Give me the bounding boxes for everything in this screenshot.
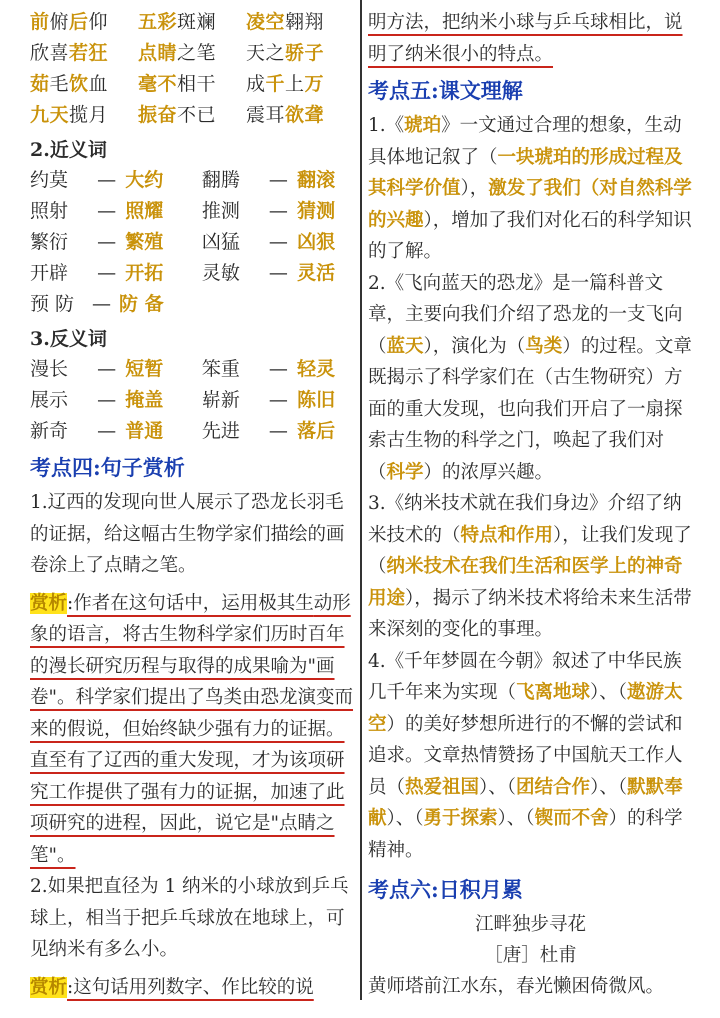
text: ），让我们发现了（ [368, 524, 692, 577]
kp5-item-3 [368, 488, 693, 646]
word: 先进 [201, 420, 240, 442]
answer-word: 短暂 [125, 358, 164, 380]
dash: — [268, 262, 288, 284]
idiom-char: 茹 [30, 73, 50, 95]
text: ）、（ [479, 776, 517, 798]
word: 凶猛 [201, 231, 240, 253]
answer-word: 落后 [297, 420, 336, 442]
dash: — [97, 200, 117, 222]
sentence-2: 2.如果把直径为 1 纳米的小球放到乒乓球上，相当于把乒乓球放在地球上，可见纳米有多么小。 [30, 876, 349, 960]
answer-word: 照耀 [125, 200, 164, 222]
kp5-item-2 [368, 268, 693, 489]
synonym-list [30, 165, 355, 320]
idiom-char: 空 [265, 11, 286, 33]
answer-text: 默默奉献 [368, 776, 683, 829]
sentence-1: 1.辽西的发现向世人展示了恐龙长羽毛的证据，给这幅古生物学家们描绘的画卷涂上了点睛之笔。 [30, 492, 345, 576]
answer-text: 热爱祖国 [405, 776, 480, 798]
answer-word: 轻灵 [297, 358, 336, 380]
idiom-row [30, 100, 355, 131]
word: 展示 [30, 389, 69, 411]
analysis-1 [30, 588, 355, 872]
text: 》一文通过合理的想象，生动具体地记叙了（ [368, 115, 682, 168]
analysis-label: 赏析 [30, 592, 68, 614]
answer-word: 防 备 [119, 293, 164, 315]
antonyms-title: 3.反义词 [30, 328, 107, 350]
idiom-char: 耳 [265, 104, 286, 126]
dash: — [92, 293, 111, 315]
idiom [246, 7, 324, 38]
answer-text: 勇于探索 [423, 808, 498, 829]
kp5-item-1 [368, 110, 693, 268]
text: ）的过程。文章既揭示了科学家们在（古生物研究）方面的重大发现，也向我们开启了一扇探索古生物的科学之门，唤起了我们对（ [368, 335, 692, 483]
idiom-char: 斓 [196, 11, 217, 33]
word: 约莫 [30, 169, 69, 191]
word: 崭新 [201, 389, 240, 411]
word: 繁衍 [30, 231, 69, 253]
idiom-char: 震 [246, 104, 266, 126]
idiom [30, 100, 138, 131]
dash: — [268, 231, 288, 253]
text: ）、（ [386, 808, 424, 829]
word: 照射 [30, 200, 69, 222]
idiom-char: 不 [177, 104, 197, 126]
text: 2.《飞向蓝天的恐龙》是一篇科普文章，主要向我们介绍了恐龙的一支飞向（ [368, 272, 683, 357]
synonym-row [30, 165, 355, 196]
answer-word: 普通 [125, 420, 164, 442]
analysis-1-head: :作者在这句话中，运用极其生 [67, 592, 314, 614]
idiom [138, 69, 246, 100]
text: ）、（ [497, 808, 535, 829]
idiom-char: 千 [265, 73, 286, 95]
idiom-char: 月 [88, 104, 109, 126]
idiom-char: 骄 [285, 42, 305, 64]
idiom-char: 之 [265, 42, 286, 64]
idiom-char: 彩 [157, 11, 178, 33]
idiom-row [30, 7, 355, 38]
text: ），增加了我们对化石的科学知识的了解。 [368, 209, 692, 262]
text: 4.《千年梦圆在今朝》叙述了中华民族几千年来为实现（ [368, 650, 682, 703]
antonym-row [30, 385, 355, 416]
antonym-list [30, 354, 355, 447]
idiom-char: 斑 [177, 11, 197, 33]
idiom-char: 若 [69, 42, 89, 64]
idiom-char: 前 [30, 11, 50, 33]
text: ），揭示了纳米技术将给未来生活带来深刻的变化的事理。 [368, 587, 692, 640]
poem-author: ［唐］杜甫 [484, 945, 577, 966]
text: ）、（ [590, 776, 628, 798]
kp4-title: 考点四:句子赏析 [30, 455, 185, 480]
spacer [183, 196, 202, 227]
dash: — [97, 262, 117, 284]
synonym-row [30, 289, 355, 320]
dash: — [97, 231, 117, 253]
text: ）的浓厚兴趣。 [423, 461, 554, 483]
analysis-2-head: :这句话用列数字、作比较的说 [67, 976, 314, 998]
word: 推测 [201, 200, 240, 222]
idiom-char: 聋 [304, 104, 325, 126]
word: 新奇 [30, 420, 69, 442]
idiom-char: 揽 [69, 104, 89, 126]
idiom-char: 天 [246, 42, 266, 64]
answer-text: 飞离地球 [516, 682, 591, 703]
synonym-row [30, 227, 355, 258]
idiom-char: 喜 [49, 42, 70, 64]
idiom-char: 仰 [88, 11, 109, 33]
idiom-char: 已 [196, 104, 217, 126]
idiom-char: 后 [69, 11, 89, 33]
idiom-row [30, 69, 355, 100]
text: ）， [460, 178, 489, 199]
spacer [183, 416, 202, 447]
answer-word: 开拓 [125, 262, 164, 284]
dash: — [268, 358, 288, 380]
idiom-char: 九 [30, 104, 50, 126]
dash: — [97, 169, 117, 191]
text: ），演化为（ [423, 335, 526, 357]
answer-text: 锲而不舍 [534, 808, 609, 829]
idiom-row [30, 38, 355, 69]
word: 漫长 [30, 358, 69, 380]
idiom [138, 38, 246, 69]
dash: — [268, 420, 288, 442]
dash: — [268, 200, 288, 222]
idiom [30, 38, 138, 69]
idiom-char: 睛 [157, 42, 178, 64]
spacer [183, 385, 202, 416]
spacer [183, 227, 202, 258]
idiom-char: 翔 [304, 11, 325, 33]
dash: — [268, 169, 288, 191]
answer-word: 灵活 [297, 262, 336, 284]
idiom-char: 不 [157, 73, 178, 95]
spacer [183, 165, 202, 196]
right-column [368, 0, 693, 1003]
idiom-char: 上 [285, 73, 305, 95]
word: 开辟 [30, 262, 69, 284]
idiom-char: 天 [49, 104, 70, 126]
idiom-char: 点 [138, 42, 158, 64]
answer-text: 鸟类 [525, 335, 563, 357]
synonym-row [30, 258, 355, 289]
idiom-char: 笔 [196, 42, 217, 64]
antonym-row [30, 416, 355, 447]
kp5-item-4 [368, 646, 693, 867]
text: 3.《纳米技术就在我们身边》介绍了纳米技术的（ [368, 493, 682, 546]
idiom [30, 69, 138, 100]
column-divider [360, 0, 362, 1000]
word: 预 防 [30, 293, 75, 315]
dash: — [97, 358, 117, 380]
idiom [138, 100, 246, 131]
kp6-title: 考点六:日积月累 [368, 877, 523, 902]
idiom [30, 7, 138, 38]
idiom-char: 之 [177, 42, 197, 64]
idiom-char: 狂 [88, 42, 109, 64]
antonym-row [30, 354, 355, 385]
idiom-char: 血 [88, 73, 109, 95]
poem-line-1: 黄师塔前江水东，春光懒困倚微风。 [368, 976, 665, 997]
idiom-char: 五 [138, 11, 158, 33]
idiom-char: 翱 [285, 11, 305, 33]
idiom-char: 奋 [157, 104, 178, 126]
answer-word: 翻滚 [297, 169, 336, 191]
answer-word: 陈旧 [297, 389, 336, 411]
answer-text: 遨游太空 [368, 682, 683, 735]
answer-text: 蓝天 [386, 335, 424, 357]
idiom-char: 振 [138, 104, 158, 126]
text: ）的科学精神。 [368, 808, 683, 861]
idiom-char: 毛 [49, 73, 70, 95]
dash: — [97, 420, 117, 442]
idiom-char: 万 [304, 73, 325, 95]
answer-word: 掩盖 [125, 389, 164, 411]
idiom-char: 饮 [69, 73, 89, 95]
answer-text: 团结合作 [516, 776, 591, 798]
synonyms-title: 2.近义词 [30, 139, 107, 161]
answer-text: 特点和作用 [460, 524, 554, 546]
analysis-label: 赏析 [30, 976, 68, 998]
answer-text: 科学 [386, 461, 424, 483]
analysis-2 [30, 972, 355, 1004]
analysis-2-tail: 明方法，把纳米小球与乒乓球相比，说明了纳米很小的特点。 [368, 12, 683, 65]
text: ）的美好梦想所进行的不懈的尝试和追求。文章热情赞扬了中国航天工作人员（ [368, 713, 683, 798]
text: 1.《 [368, 115, 405, 136]
word: 笨重 [201, 358, 240, 380]
idiom-char: 毫 [138, 73, 158, 95]
kp5-title: 考点五:课文理解 [368, 78, 523, 103]
idiom-char: 俯 [49, 11, 70, 33]
idiom-char: 子 [304, 42, 325, 64]
idiom-char: 干 [196, 73, 217, 95]
dash: — [268, 389, 288, 411]
answer-word: 猜测 [297, 200, 336, 222]
poem-title: 江畔独步寻花 [474, 914, 586, 935]
dash: — [97, 389, 117, 411]
idiom-char: 凌 [246, 11, 266, 33]
idiom-char: 欲 [285, 104, 305, 126]
idiom [246, 69, 324, 100]
word: 翻腾 [201, 169, 240, 191]
analysis-2-continued [368, 7, 693, 70]
answer-text: 激发了我们（对自然科学的兴趣 [368, 178, 692, 231]
spacer [183, 354, 202, 385]
idiom-grid [30, 7, 355, 131]
word: 灵敏 [201, 262, 240, 284]
answer-text: 纳米技术在我们生活和医学上的神奇用途 [368, 556, 683, 609]
text: ）、（ [590, 682, 628, 703]
idiom [246, 100, 324, 131]
answer-text: 一块琥珀的形成过程及其科学价值 [368, 146, 683, 199]
idiom [246, 38, 324, 69]
idiom-char: 欣 [30, 42, 50, 64]
answer-word: 繁殖 [125, 231, 164, 253]
answer-word: 大约 [125, 169, 164, 191]
idiom-char: 成 [246, 73, 266, 95]
left-column [30, 0, 355, 1003]
idiom-char: 相 [177, 73, 197, 95]
analysis-1-body: 动形象的语言，将古生物科学家们历时百年的漫长研究历程与取得的成果喻为"画卷"。科学家们提出了鸟类由恐龙演变而来的假说，但始终缺少强有力的证据。直至有了辽西的重大发现，才为该项研究工作提供了强有力的证据，加速了此项研究的进程，因此，说它是"点睛之笔"。 [30, 592, 354, 866]
idiom [138, 7, 246, 38]
answer-text: 琥珀 [404, 115, 442, 136]
answer-word: 凶狠 [297, 231, 336, 253]
synonym-row [30, 196, 355, 227]
spacer [183, 258, 202, 289]
